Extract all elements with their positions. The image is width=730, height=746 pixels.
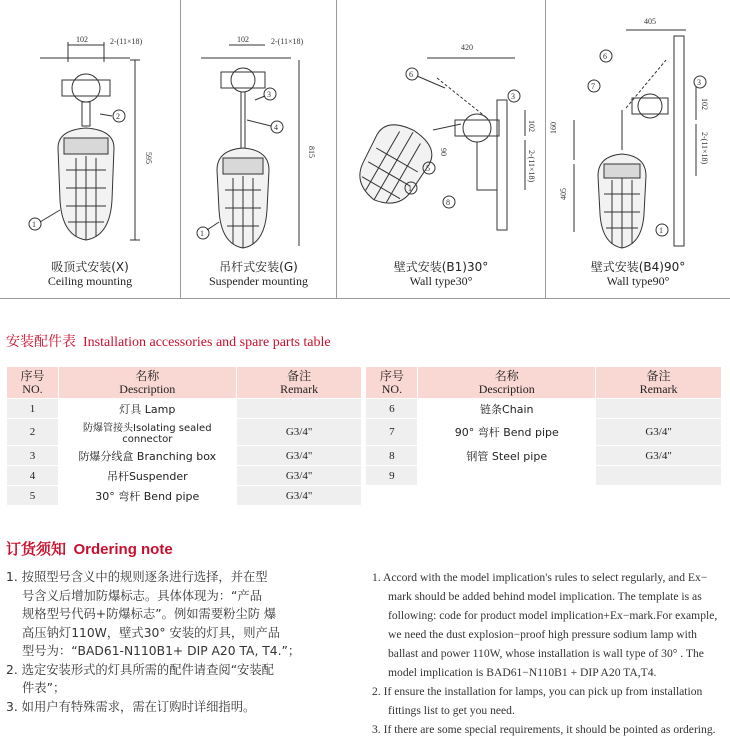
note-line: 2. 选定安装形式的灯具所需的配件请查阅“安装配 [6, 662, 274, 677]
dim-160: 160 [549, 122, 558, 134]
cell-no: 5 [7, 486, 59, 506]
ordering-title-cn: 订货须知 [6, 540, 67, 558]
dim-holes: 2-(11×18) [271, 37, 304, 46]
table-row [7, 399, 722, 419]
cell-desc: 链条Chain [418, 399, 596, 419]
callout: 1 [32, 220, 36, 229]
table-row [7, 486, 722, 506]
suspender-mount-drawing [181, 0, 336, 298]
cell-desc: 防爆分线盒 Branching box [58, 446, 236, 466]
ordering-notes-cn [6, 568, 350, 716]
callout: 7 [591, 82, 595, 91]
dim-height: 815 [307, 146, 316, 158]
dim-90: 90 [439, 148, 448, 156]
callout: 5 [426, 164, 430, 173]
dim-height: 595 [144, 152, 153, 164]
divider [0, 298, 730, 299]
dim-405: 405 [559, 188, 568, 200]
callout: 1 [659, 226, 663, 235]
caption-cn: 吸顶式安装(X) [51, 260, 129, 274]
dim-width: 420 [461, 43, 473, 52]
cell-desc: 30° 弯杆 Bend pipe [58, 486, 236, 506]
cell-remark: G3/4" [236, 486, 362, 506]
dim-102: 102 [237, 35, 249, 44]
caption-en: Ceiling mounting [47, 274, 133, 288]
accessories-title-cn: 安装配件表 [6, 334, 76, 350]
diagram-wall-30 [337, 0, 546, 298]
callout: 6 [409, 70, 413, 79]
note-line: model implication is BAD61−N110B1 + DIP A20 TA,T4. [388, 666, 657, 679]
note-line: 3. If there are some special requirements, it should be pointed as ordering. [372, 723, 716, 736]
header-no: 序号 NO. [366, 367, 418, 399]
cell-remark [596, 486, 722, 506]
diagram-wall-90 [546, 0, 730, 298]
callout: 6 [603, 52, 607, 61]
dim-holes: 2-(11×18) [700, 132, 709, 165]
callout: 1 [408, 184, 412, 193]
cell-desc [418, 486, 596, 506]
dim-width: 405 [644, 17, 656, 26]
caption-en: Wall type90° [606, 274, 670, 288]
diagram-ceiling [0, 0, 181, 298]
dim-102: 102 [527, 120, 536, 132]
cell-no: 2 [7, 419, 59, 446]
cell-no [366, 486, 418, 506]
cell-desc: 吊杆Suspender [58, 466, 236, 486]
wall-90-drawing [546, 0, 730, 298]
header-desc: 名称 Description [58, 367, 236, 399]
cell-remark [596, 466, 722, 486]
callout: 8 [446, 198, 450, 207]
cell-remark [236, 399, 362, 419]
header-desc: 名称 Description [418, 367, 596, 399]
cell-no: 1 [7, 399, 59, 419]
cell-remark: G3/4" [236, 446, 362, 466]
cell-desc [418, 466, 596, 486]
cell-remark: G3/4" [236, 419, 362, 446]
cell-remark: G3/4" [596, 446, 722, 466]
note-line: 规格型号代码+防爆标志”。例如需要粉尘防 爆 [22, 607, 277, 621]
accessories-title-en: Installation accessories and spare parts table [83, 335, 331, 350]
diagram-suspender [181, 0, 337, 298]
callout: 4 [274, 123, 278, 132]
dim-holes: 2-(11×18) [527, 150, 536, 183]
cell-no: 3 [7, 446, 59, 466]
callout: 3 [267, 90, 271, 99]
accessories-table [6, 366, 722, 506]
accessories-title [6, 331, 331, 351]
note-line: 高压钠灯110W，壁式30° 安装的灯具，则产品 [22, 625, 281, 640]
table-row [7, 466, 722, 486]
callout: 1 [200, 229, 204, 238]
cell-remark: G3/4" [236, 466, 362, 486]
wall-30-drawing [337, 0, 545, 298]
cell-remark [596, 399, 722, 419]
table-header-row [7, 367, 722, 399]
table-row [7, 446, 722, 466]
caption-cn: 壁式安装(B4)90° [590, 260, 686, 274]
cell-no: 9 [366, 466, 418, 486]
cell-no: 7 [366, 419, 418, 446]
note-line: 型号为：“BAD61-N110B1+ DIP A20 TA, T4.”； [22, 644, 301, 658]
cell-desc: 防爆管接头Isolating sealed connector [58, 419, 236, 446]
note-line: following: code for product model implication+Ex−mark.For example, [388, 609, 718, 622]
note-line: ballast and power 110W, whose installation is wall type of 30° . The [388, 647, 704, 660]
dim-102: 102 [76, 35, 88, 44]
note-line: fittings list to get you need. [388, 704, 515, 717]
note-line: 1. 按照型号含义中的规则逐条进行选择，并在型 [6, 570, 268, 584]
note-line: mark should be added behind model implication. The template is as [388, 590, 702, 603]
header-remark: 备注 Remark [596, 367, 722, 399]
header-remark: 备注 Remark [236, 367, 362, 399]
cell-no: 6 [366, 399, 418, 419]
note-line: 1. Accord with the model implication's rules to select regularly, and Ex− [372, 571, 708, 584]
cell-desc: 90° 弯杆 Bend pipe [418, 419, 596, 446]
caption-cn: 壁式安装(B1)30° [393, 260, 489, 274]
note-line: 2. If ensure the installation for lamps, you can pick up from installation [372, 685, 703, 698]
ordering-title-en: Ordering note [73, 541, 173, 558]
cell-no: 8 [366, 446, 418, 466]
ordering-title [6, 538, 173, 559]
header-no: 序号 NO. [7, 367, 59, 399]
table-row [7, 419, 722, 446]
dim-102: 102 [700, 98, 709, 110]
callout: 3 [697, 78, 701, 87]
caption-en: Suspender mounting [209, 274, 308, 288]
dim-holes: 2-(11×18) [110, 37, 143, 46]
note-line: 件表”； [22, 681, 66, 695]
note-line: we need the dust explosion−proof high pressure sodium lamp with [388, 628, 697, 641]
cell-no: 4 [7, 466, 59, 486]
ceiling-mount-drawing [0, 0, 180, 298]
caption-cn: 吊杆式安装(G) [219, 260, 298, 274]
ordering-notes-en [372, 568, 724, 739]
cell-desc: 灯具 Lamp [58, 399, 236, 419]
caption-en: Wall type30° [409, 274, 473, 288]
note-line: 3. 如用户有特殊需求，需在订购时详细指明。 [6, 699, 256, 714]
note-line: 号含义后增加防爆标志。具体体现为：“产品 [22, 588, 263, 603]
cell-desc: 钢管 Steel pipe [418, 446, 596, 466]
callout: 3 [511, 92, 515, 101]
callout: 2 [116, 112, 120, 121]
cell-remark: G3/4" [596, 419, 722, 446]
